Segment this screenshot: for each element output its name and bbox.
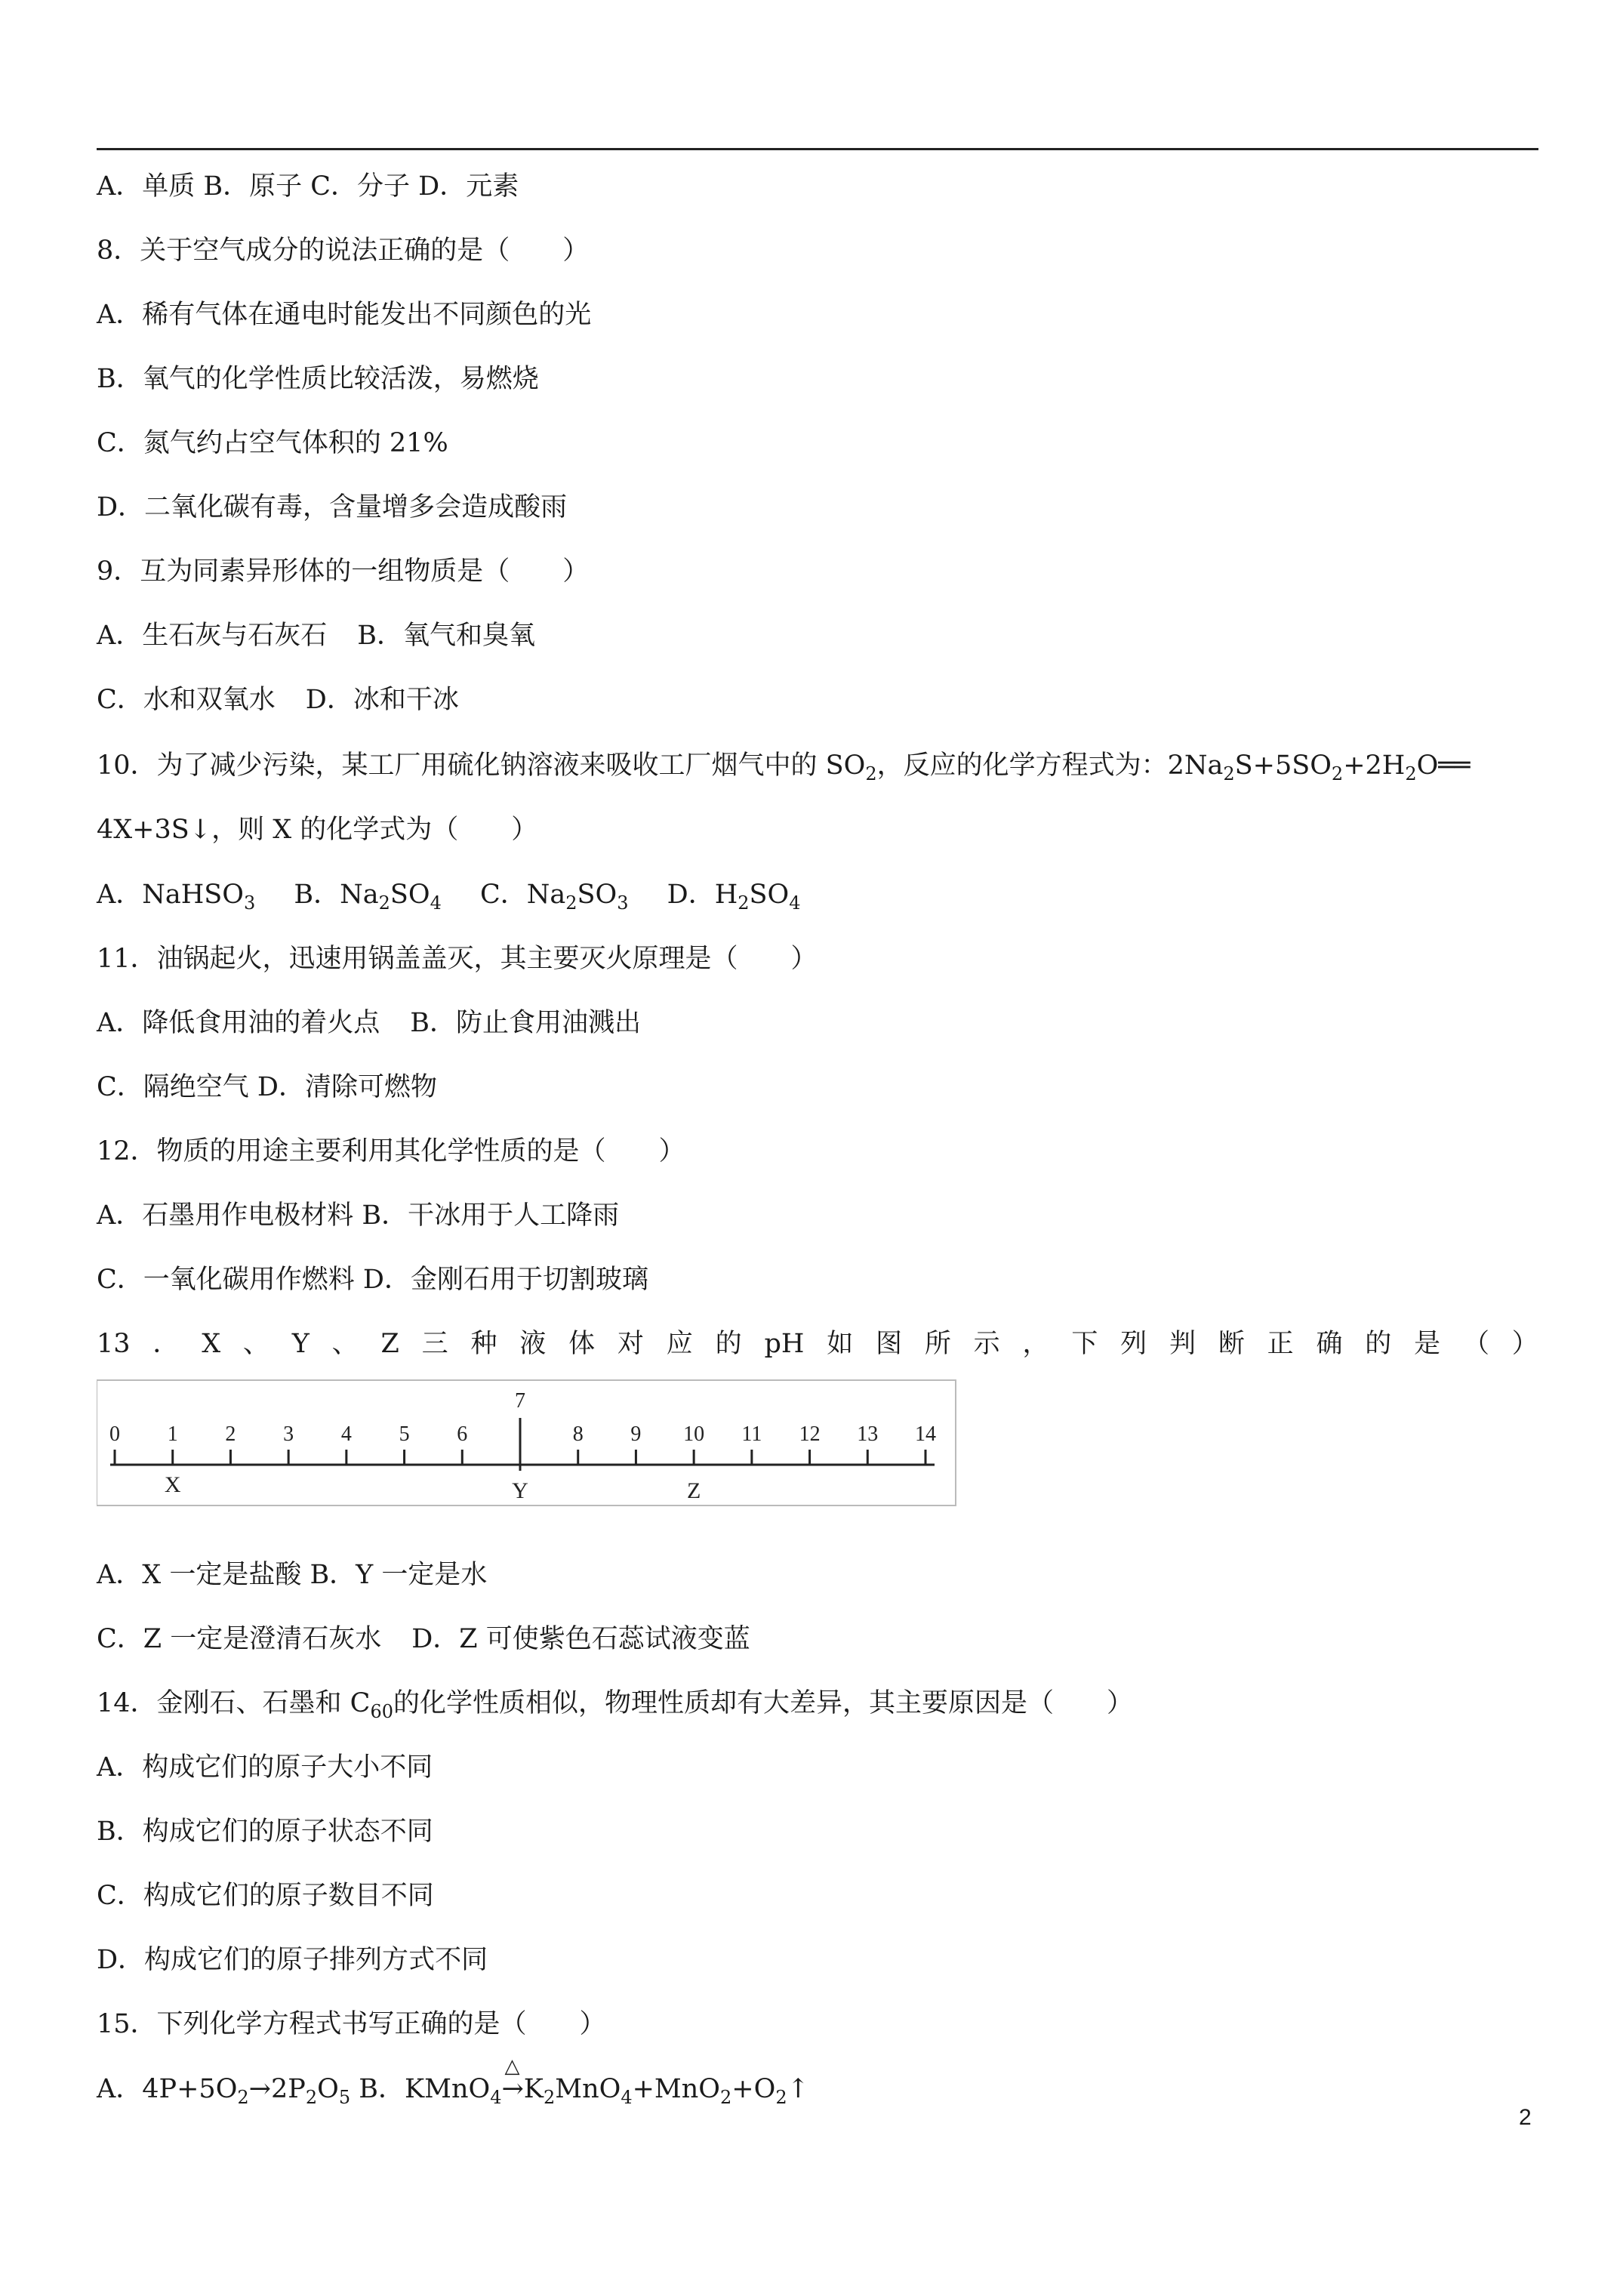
ph-tick-label: 14 (915, 1422, 936, 1446)
q13-stem-token: X (202, 1329, 221, 1359)
q13-stem-token: 的 (1365, 1329, 1392, 1359)
ph-tick-label: 11 (741, 1422, 762, 1446)
q15-option-b: B．KMnO$_4$ △ $\to K_2MnO_4+MnO_2+O_2↑$ (359, 2055, 809, 2108)
ph-tick-label: 1 (167, 1422, 178, 1446)
q13-stem-token: 列 (1120, 1329, 1147, 1359)
q14-option-a: A．构成它们的原子大小不同 (97, 1752, 433, 1783)
q13-stem-token: 种 (470, 1329, 497, 1359)
q13-stem-token: 液 (519, 1329, 547, 1359)
q8-option-a: A．稀有气体在通电时能发出不同颜色的光 (97, 300, 592, 330)
q15-options (97, 2055, 809, 2108)
q13-stem-token: 正 (1267, 1329, 1294, 1359)
ph-scale-figure (97, 1379, 957, 1515)
q13-stem-token: 13 (97, 1329, 131, 1359)
q11-stem: 11．油锅起火，迅速用锅盖盖灭，其主要灭火原理是（ ） (97, 944, 818, 974)
q13-stem-token: 如 (827, 1329, 854, 1359)
q13-stem-token: 判 (1169, 1329, 1196, 1359)
q9-stem: 9．互为同素异形体的一组物质是（ ） (97, 556, 590, 587)
q13-stem-token: 图 (876, 1329, 903, 1359)
q13-stem-token: pH (764, 1329, 805, 1359)
q14-stem: 14．金刚石、石墨和 $C_{60}$的化学性质相似，物理性质却有大差异，其主要原因是（ ） (97, 1688, 1134, 1722)
ph-tick-label: 0 (109, 1422, 120, 1446)
q13-stem-token: Y (291, 1329, 310, 1359)
ph-marker-z: Z (686, 1478, 701, 1503)
q13-stem (97, 1325, 1538, 1363)
q15-stem: 15．下列化学方程式书写正确的是（ ） (97, 2009, 606, 2039)
q13-stem-token: 对 (617, 1329, 644, 1359)
q13-stem-token: 、 (242, 1329, 269, 1359)
q13-option-d: D．Z 可使紫色石蕊试液变蓝 (411, 1624, 750, 1654)
q10-stem: 10．为了减少污染，某工厂用硫化钠溶液来吸收工厂烟气中的 $SO_2$，反应的化学方程式为：$2Na_2S+5SO_2+2H_2O══$ (97, 750, 1471, 784)
q12-options-ab: A．石墨用作电极材料 B．干冰用于人工降雨 (97, 1200, 620, 1231)
ph-tick-label: 9 (630, 1422, 642, 1446)
q8-option-d: D．二氧化碳有毒，含量增多会造成酸雨 (97, 492, 568, 522)
ph-tick-label: 8 (572, 1422, 584, 1446)
q10-stem-line2: 4X+3S↓，则 X 的化学式为（ ） (97, 815, 538, 845)
q13-stem-token: 的 (715, 1329, 742, 1359)
q11-option-b: B．防止食用油溅出 (410, 1008, 642, 1038)
q13-stem-token: 三 (421, 1329, 448, 1359)
q14-option-c: C．构成它们的原子数目不同 (97, 1881, 434, 1911)
page-number: 2 (1519, 2105, 1532, 2130)
q9-options-cd (97, 681, 459, 719)
q12-stem: 12．物质的用途主要利用其化学性质的是（ ） (97, 1136, 685, 1166)
q13-stem-token: 是 (1414, 1329, 1441, 1359)
q8-stem: 8．关于空气成分的说法正确的是（ ） (97, 236, 590, 266)
q10-option-a: A．NaHSO$_3$ (97, 880, 256, 914)
q11-options-ab (97, 1004, 641, 1042)
q13-stem-token: ， (1022, 1329, 1049, 1359)
ph-tick-label: 4 (340, 1422, 352, 1446)
q10-option-b: B．$Na_2SO_4$ (294, 880, 442, 914)
q9-option-c: C．水和双氧水 (97, 685, 276, 715)
ph-marker-y: Y (512, 1478, 528, 1503)
q13-options-ab: A．X 一定是盐酸 B．Y 一定是水 (97, 1560, 488, 1590)
ph-tick-label: 6 (457, 1422, 468, 1446)
ph-tick-label: 12 (799, 1422, 821, 1446)
q13-stem-token: 下 (1071, 1329, 1098, 1359)
q9-option-b: B．氧气和臭氧 (357, 621, 536, 651)
q8-option-c: C．氮气约占空气体积的 21% (97, 428, 448, 458)
q11-option-a: A．降低食用油的着火点 (97, 1008, 380, 1038)
q9-option-d: D．冰和干冰 (305, 685, 459, 715)
q15-option-a: A．$4P+5O_2\to 2P_2O_5$ (97, 2074, 351, 2108)
q9-options-ab (97, 617, 535, 655)
q10-options (97, 876, 800, 914)
q13-stem-token: ． (152, 1329, 180, 1359)
ph-marker-x: X (164, 1472, 181, 1497)
q13-stem-token: 断 (1218, 1329, 1245, 1359)
ph-tick-label: 3 (283, 1422, 294, 1446)
q13-stem-token: Z (380, 1329, 399, 1359)
heat-condition-arrow: △ → (501, 2055, 524, 2104)
q13-stem-token: 、 (331, 1329, 359, 1359)
q13-stem-token: 体 (568, 1329, 596, 1359)
ph-tick-label: 13 (857, 1422, 879, 1446)
ph-tick-label: 7 (515, 1389, 525, 1413)
q11-options-cd: C．隔绝空气 D．清除可燃物 (97, 1072, 437, 1102)
header-rule (97, 148, 1538, 150)
q8-option-b: B．氧气的化学性质比较活泼，易燃烧 (97, 364, 539, 394)
ph-tick-label: 5 (399, 1422, 410, 1446)
q12-options-cd: C．一氧化碳用作燃料 D．金刚石用于切割玻璃 (97, 1265, 648, 1295)
q13-stem-token: （ (1462, 1329, 1489, 1359)
q13-stem-token: 确 (1316, 1329, 1343, 1359)
q13-stem-token: 所 (924, 1329, 951, 1359)
q14-option-d: D．构成它们的原子排列方式不同 (97, 1945, 488, 1975)
q14-option-b: B．构成它们的原子状态不同 (97, 1817, 433, 1847)
q10-option-c: C．$Na_2SO_3$ (479, 880, 629, 914)
q10-option-d: D．$H_2SO_4$ (667, 880, 801, 914)
q9-option-a: A．生石灰与石灰石 (97, 621, 328, 651)
q13-option-c: C．Z 一定是澄清石灰水 (97, 1624, 382, 1654)
q13-stem-token: ） (1511, 1329, 1538, 1359)
q13-stem-token: 应 (666, 1329, 693, 1359)
q13-stem-token: 示 (973, 1329, 1000, 1359)
ph-tick-label: 2 (225, 1422, 236, 1446)
q7-options: A．单质 B．原子 C．分子 D．元素 (97, 171, 519, 202)
q13-options-cd (97, 1620, 750, 1658)
ph-tick-label: 10 (683, 1422, 705, 1446)
